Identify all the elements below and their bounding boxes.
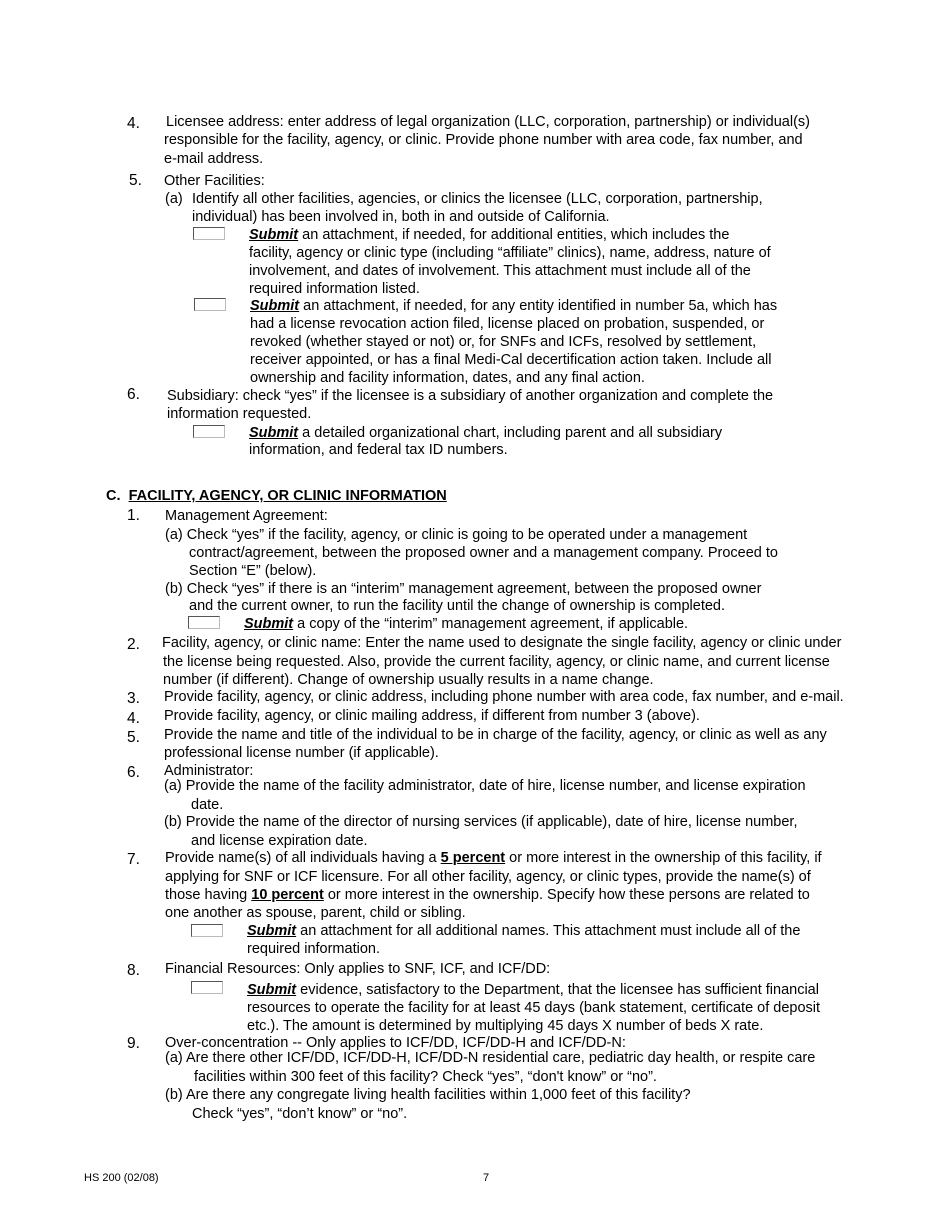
item-5a-label: (a) — [165, 191, 183, 207]
c7-number: 7. — [127, 851, 140, 868]
c2-line-2: the license being requested. Also, provide the current facility, agency, or clinic name, and current license — [163, 654, 830, 670]
item-5-title: Other Facilities: — [164, 173, 265, 189]
c3-text: Provide facility, agency, or clinic address, including phone number with area code, fax number, and e-mail. — [164, 689, 844, 705]
c5-number: 5. — [127, 729, 140, 746]
c6a-line-2: date. — [191, 797, 224, 813]
submit-c7-line-2: required information. — [247, 941, 380, 957]
c4-number: 4. — [127, 710, 140, 727]
submit-5a-revocation-line-3: revoked (whether stayed or not) or, for SNFs and ICFs, resolved by settlement, — [250, 334, 757, 350]
submit-checkbox-6-org-chart[interactable] — [193, 425, 225, 438]
submit-5a-entities-line-3: involvement, and dates of involvement. This attachment must include all of the — [249, 263, 751, 279]
c6b-line-1: (b) Provide the name of the director of nursing services (if applicable), date of hire, license number, — [164, 814, 798, 830]
submit-c8-line-3: etc.). The amount is determined by multiplying 45 days X number of beds X rate. — [247, 1018, 764, 1034]
item-6-line-1: Subsidiary: check “yes” if the licensee is a subsidiary of another organization and complete the — [167, 388, 774, 404]
submit-6-line-1: Submit a detailed organizational chart, including parent and all subsidiary — [249, 425, 723, 441]
c6a-line-1: (a) Provide the name of the facility administrator, date of hire, license number, and license expiration — [164, 778, 806, 794]
submit-c1-line: Submit a copy of the “interim” management agreement, if applicable. — [244, 616, 689, 632]
item-4-number: 4. — [127, 115, 140, 132]
c1a-line-2: contract/agreement, between the proposed owner and a management company. Proceed to — [189, 545, 778, 561]
c6-title: Administrator: — [164, 763, 254, 779]
c9a-line-2: facilities within 300 feet of this facility? Check “yes”, “don't know” or “no”. — [194, 1069, 657, 1085]
section-title: FACILITY, AGENCY, OR CLINIC INFORMATION — [128, 488, 447, 504]
form-number: HS 200 (02/08) — [84, 1172, 159, 1184]
c1a-line-3: Section “E” (below). — [189, 563, 317, 579]
item-6-number: 6. — [127, 386, 140, 403]
submit-5a-revocation-line-5: ownership and facility information, dates, and any final action. — [250, 370, 645, 386]
c8-title: Financial Resources: Only applies to SNF, ICF, and ICF/DD: — [165, 961, 551, 977]
item-5a-line-1: Identify all other facilities, agencies, or clinics the licensee (LLC, corporation, partnership, — [192, 191, 763, 207]
c5-line-1: Provide the name and title of the individual to be in charge of the facility, agency, or clinic as well as any — [164, 727, 827, 743]
c4-text: Provide facility, agency, or clinic mailing address, if different from number 3 (above). — [164, 708, 700, 724]
c5-line-2: professional license number (if applicable). — [164, 745, 439, 761]
c7-line-2: applying for SNF or ICF licensure. For all other facility, agency, or clinic types, provide the name(s) of — [165, 869, 811, 885]
submit-5a-entities-line-2: facility, agency or clinic type (including “affiliate” clinics), name, address, nature of — [249, 245, 771, 261]
submit-checkbox-c8-financial[interactable] — [191, 981, 223, 994]
c3-number: 3. — [127, 690, 140, 707]
c9b-line-2: Check “yes”, “don’t know” or “no”. — [192, 1106, 408, 1122]
submit-checkbox-c7-names[interactable] — [191, 924, 223, 937]
page-number: 7 — [483, 1172, 490, 1184]
section-c-heading — [106, 487, 447, 505]
c1-title: Management Agreement: — [165, 508, 328, 524]
submit-c8-line-1: Submit evidence, satisfactory to the Department, that the licensee has sufficient financial — [247, 982, 819, 998]
c2-line-3: number (if different). Change of ownership usually results in a name change. — [163, 672, 654, 688]
submit-checkbox-c1-interim[interactable] — [188, 616, 220, 629]
submit-5a-entities-line-1: Submit an attachment, if needed, for additional entities, which includes the — [249, 227, 730, 243]
c8-number: 8. — [127, 962, 140, 979]
item-6-line-2: information requested. — [167, 406, 312, 422]
item-5a-line-2: individual) has been involved in, both in and outside of California. — [192, 209, 610, 225]
item-4-line-2: responsible for the facility, agency, or clinic. Provide phone number with area code, fax number, and — [164, 132, 803, 148]
submit-c8-line-2: resources to operate the facility for at least 45 days (bank statement, certificate of deposit — [247, 1000, 821, 1016]
submit-checkbox-5a-revocation[interactable] — [194, 298, 226, 311]
c2-line-1: Facility, agency, or clinic name: Enter the name used to designate the single facility, agency or clinic under — [162, 635, 842, 651]
c1b-line-2: and the current owner, to run the facility until the change of ownership is completed. — [189, 598, 726, 614]
c1b-line-1: (b) Check “yes” if there is an “interim” management agreement, between the proposed owner — [165, 581, 762, 597]
c7-line-4: one another as spouse, parent, child or sibling. — [165, 905, 466, 921]
c9b-line-1: (b) Are there any congregate living health facilities within 1,000 feet of this facility? — [165, 1087, 691, 1103]
submit-5a-revocation-line-2: had a license revocation action filed, license placed on probation, suspended, or — [250, 316, 765, 332]
submit-5a-entities-line-4: required information listed. — [249, 281, 420, 297]
item-4-line-1: Licensee address: enter address of legal organization (LLC, corporation, partnership) or individual(s) — [166, 114, 810, 130]
c1a-line-1: (a) Check “yes” if the facility, agency, or clinic is going to be operated under a management — [165, 527, 748, 543]
c2-number: 2. — [127, 636, 140, 653]
c9a-line-1: (a) Are there other ICF/DD, ICF/DD-H, ICF/DD-N residential care, pediatric day health, or respite care — [165, 1050, 816, 1066]
c6-number: 6. — [127, 764, 140, 781]
c6b-line-2: and license expiration date. — [191, 833, 368, 849]
submit-6-line-2: information, and federal tax ID numbers. — [249, 442, 508, 458]
c9-title: Over-concentration -- Only applies to ICF/DD, ICF/DD-H and ICF/DD-N: — [165, 1035, 626, 1051]
submit-checkbox-5a-entities[interactable] — [193, 227, 225, 240]
section-letter: C. — [106, 488, 121, 504]
c7-line-1: Provide name(s) of all individuals having a 5 percent or more interest in the ownership of this facility, if — [165, 850, 822, 866]
submit-c7-line-1: Submit an attachment for all additional names. This attachment must include all of the — [247, 923, 801, 939]
c1-number: 1. — [127, 507, 140, 524]
c9-number: 9. — [127, 1035, 140, 1052]
c7-line-3: those having 10 percent or more interest in the ownership. Specify how these persons are related to — [165, 887, 810, 903]
submit-5a-revocation-line-1: Submit an attachment, if needed, for any entity identified in number 5a, which has — [250, 298, 778, 314]
item-5-number: 5. — [129, 172, 142, 189]
item-4-line-3: e-mail address. — [164, 151, 264, 167]
submit-5a-revocation-line-4: receiver appointed, or has a final Medi-Cal decertification action taken. Include all — [250, 352, 772, 368]
